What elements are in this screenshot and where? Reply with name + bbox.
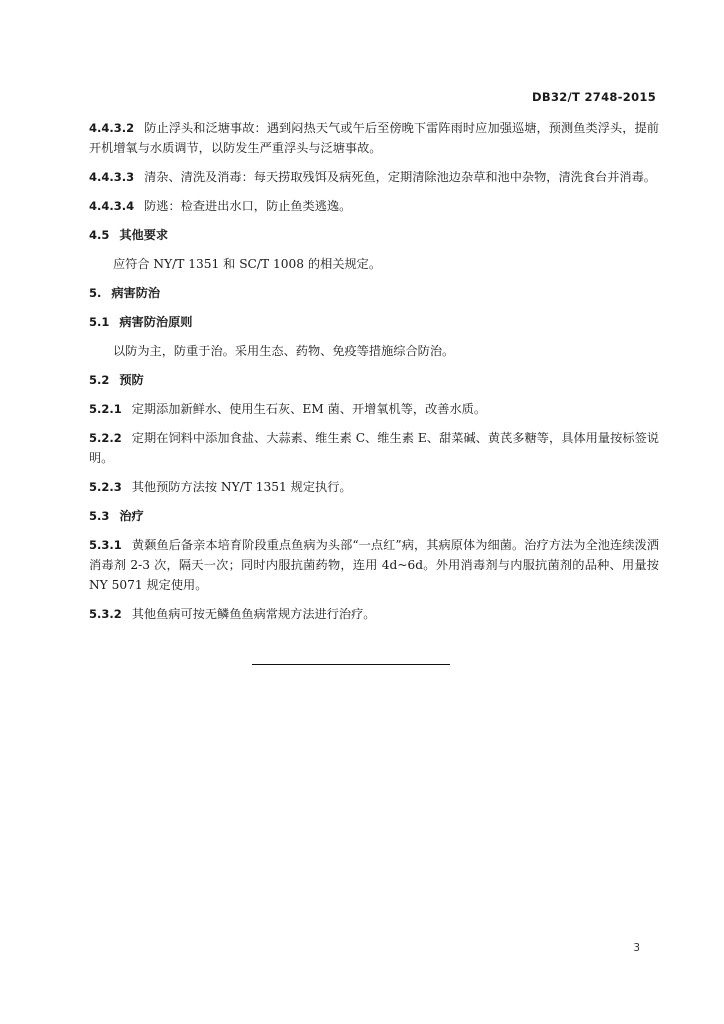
heading-5	[89, 283, 659, 303]
end-of-document-rule	[252, 664, 450, 665]
clause-text: 其他鱼病可按无鳞鱼鱼病常规方法进行治疗。	[131, 607, 376, 621]
clause-number: 4.4.3.2	[89, 121, 135, 135]
document-body	[89, 118, 659, 633]
clause-text: 防逃：检查进出水口，防止鱼类逃逸。	[144, 199, 352, 213]
clause-number: 4.4.3.3	[89, 170, 135, 184]
heading-number: 5.	[89, 286, 102, 300]
clause-number: 5.2.2	[89, 431, 122, 445]
clause-text: 防止浮头和泛塘事故：遇到闷热天气或午后至傍晚下雷阵雨时应加强巡塘，预测鱼类浮头，提前开机增氧与水质调节，以防发生严重浮头与泛塘事故。	[89, 121, 659, 155]
body-paragraph: 应符合 NY/T 1351 和 SC/T 1008 的相关规定。	[113, 257, 382, 271]
standard-code: DB32/T 2748-2015	[532, 90, 656, 104]
clause-5-2-1	[89, 399, 659, 419]
clause-text: 定期添加新鲜水、使用生石灰、EM 菌、开增氧机等，改善水质。	[131, 402, 487, 416]
clause-text: 定期在饲料中添加食盐、大蒜素、维生素 C、维生素 E、甜菜碱、黄芪多糖等，具体用量按标签说明。	[89, 431, 659, 465]
clause-number: 4.4.3.4	[89, 199, 135, 213]
clause-5-2-2	[89, 428, 659, 468]
heading-number: 5.1	[89, 315, 110, 329]
clause-5-2-3	[89, 477, 659, 497]
heading-title: 预防	[119, 373, 144, 387]
clause-4-4-3-2	[89, 118, 659, 158]
heading-4-5	[89, 225, 659, 245]
clause-text: 其他预防方法按 NY/T 1351 规定执行。	[131, 480, 352, 494]
heading-number: 4.5	[89, 228, 110, 242]
clause-number: 5.3.2	[89, 607, 122, 621]
clause-5-3-1	[89, 535, 659, 595]
clause-number: 5.3.1	[89, 538, 122, 552]
clause-text: 清杂、清洗及消毒：每天捞取残饵及病死鱼，定期清除池边杂草和池中杂物，清洗食台并消毒。	[144, 170, 656, 184]
page-number: 3	[633, 942, 640, 954]
heading-number: 5.2	[89, 373, 110, 387]
clause-4-4-3-3	[89, 167, 659, 187]
heading-title: 其他要求	[119, 228, 169, 242]
heading-5-2	[89, 370, 659, 390]
clause-5-3-2	[89, 604, 659, 624]
heading-title: 病害防治	[111, 286, 161, 300]
heading-5-1	[89, 312, 659, 332]
heading-title: 治疗	[119, 509, 144, 523]
clause-number: 5.2.1	[89, 402, 122, 416]
heading-title: 病害防治原则	[119, 315, 193, 329]
clause-text: 黄颡鱼后备亲本培育阶段重点鱼病为头部“一点红”病，其病原体为细菌。治疗方法为全池连续泼洒消毒剂 2-3 次，隔天一次；同时内服抗菌药物，连用 4d~6d。外用消毒剂与内服抗菌剂的品种、用量按 NY 5071 规定使用。	[89, 538, 659, 592]
heading-number: 5.3	[89, 509, 110, 523]
clause-number: 5.2.3	[89, 480, 122, 494]
clause-4-4-3-4	[89, 196, 659, 216]
heading-5-3	[89, 506, 659, 526]
body-paragraph: 以防为主，防重于治。采用生态、药物、免疫等措施综合防治。	[113, 344, 455, 358]
